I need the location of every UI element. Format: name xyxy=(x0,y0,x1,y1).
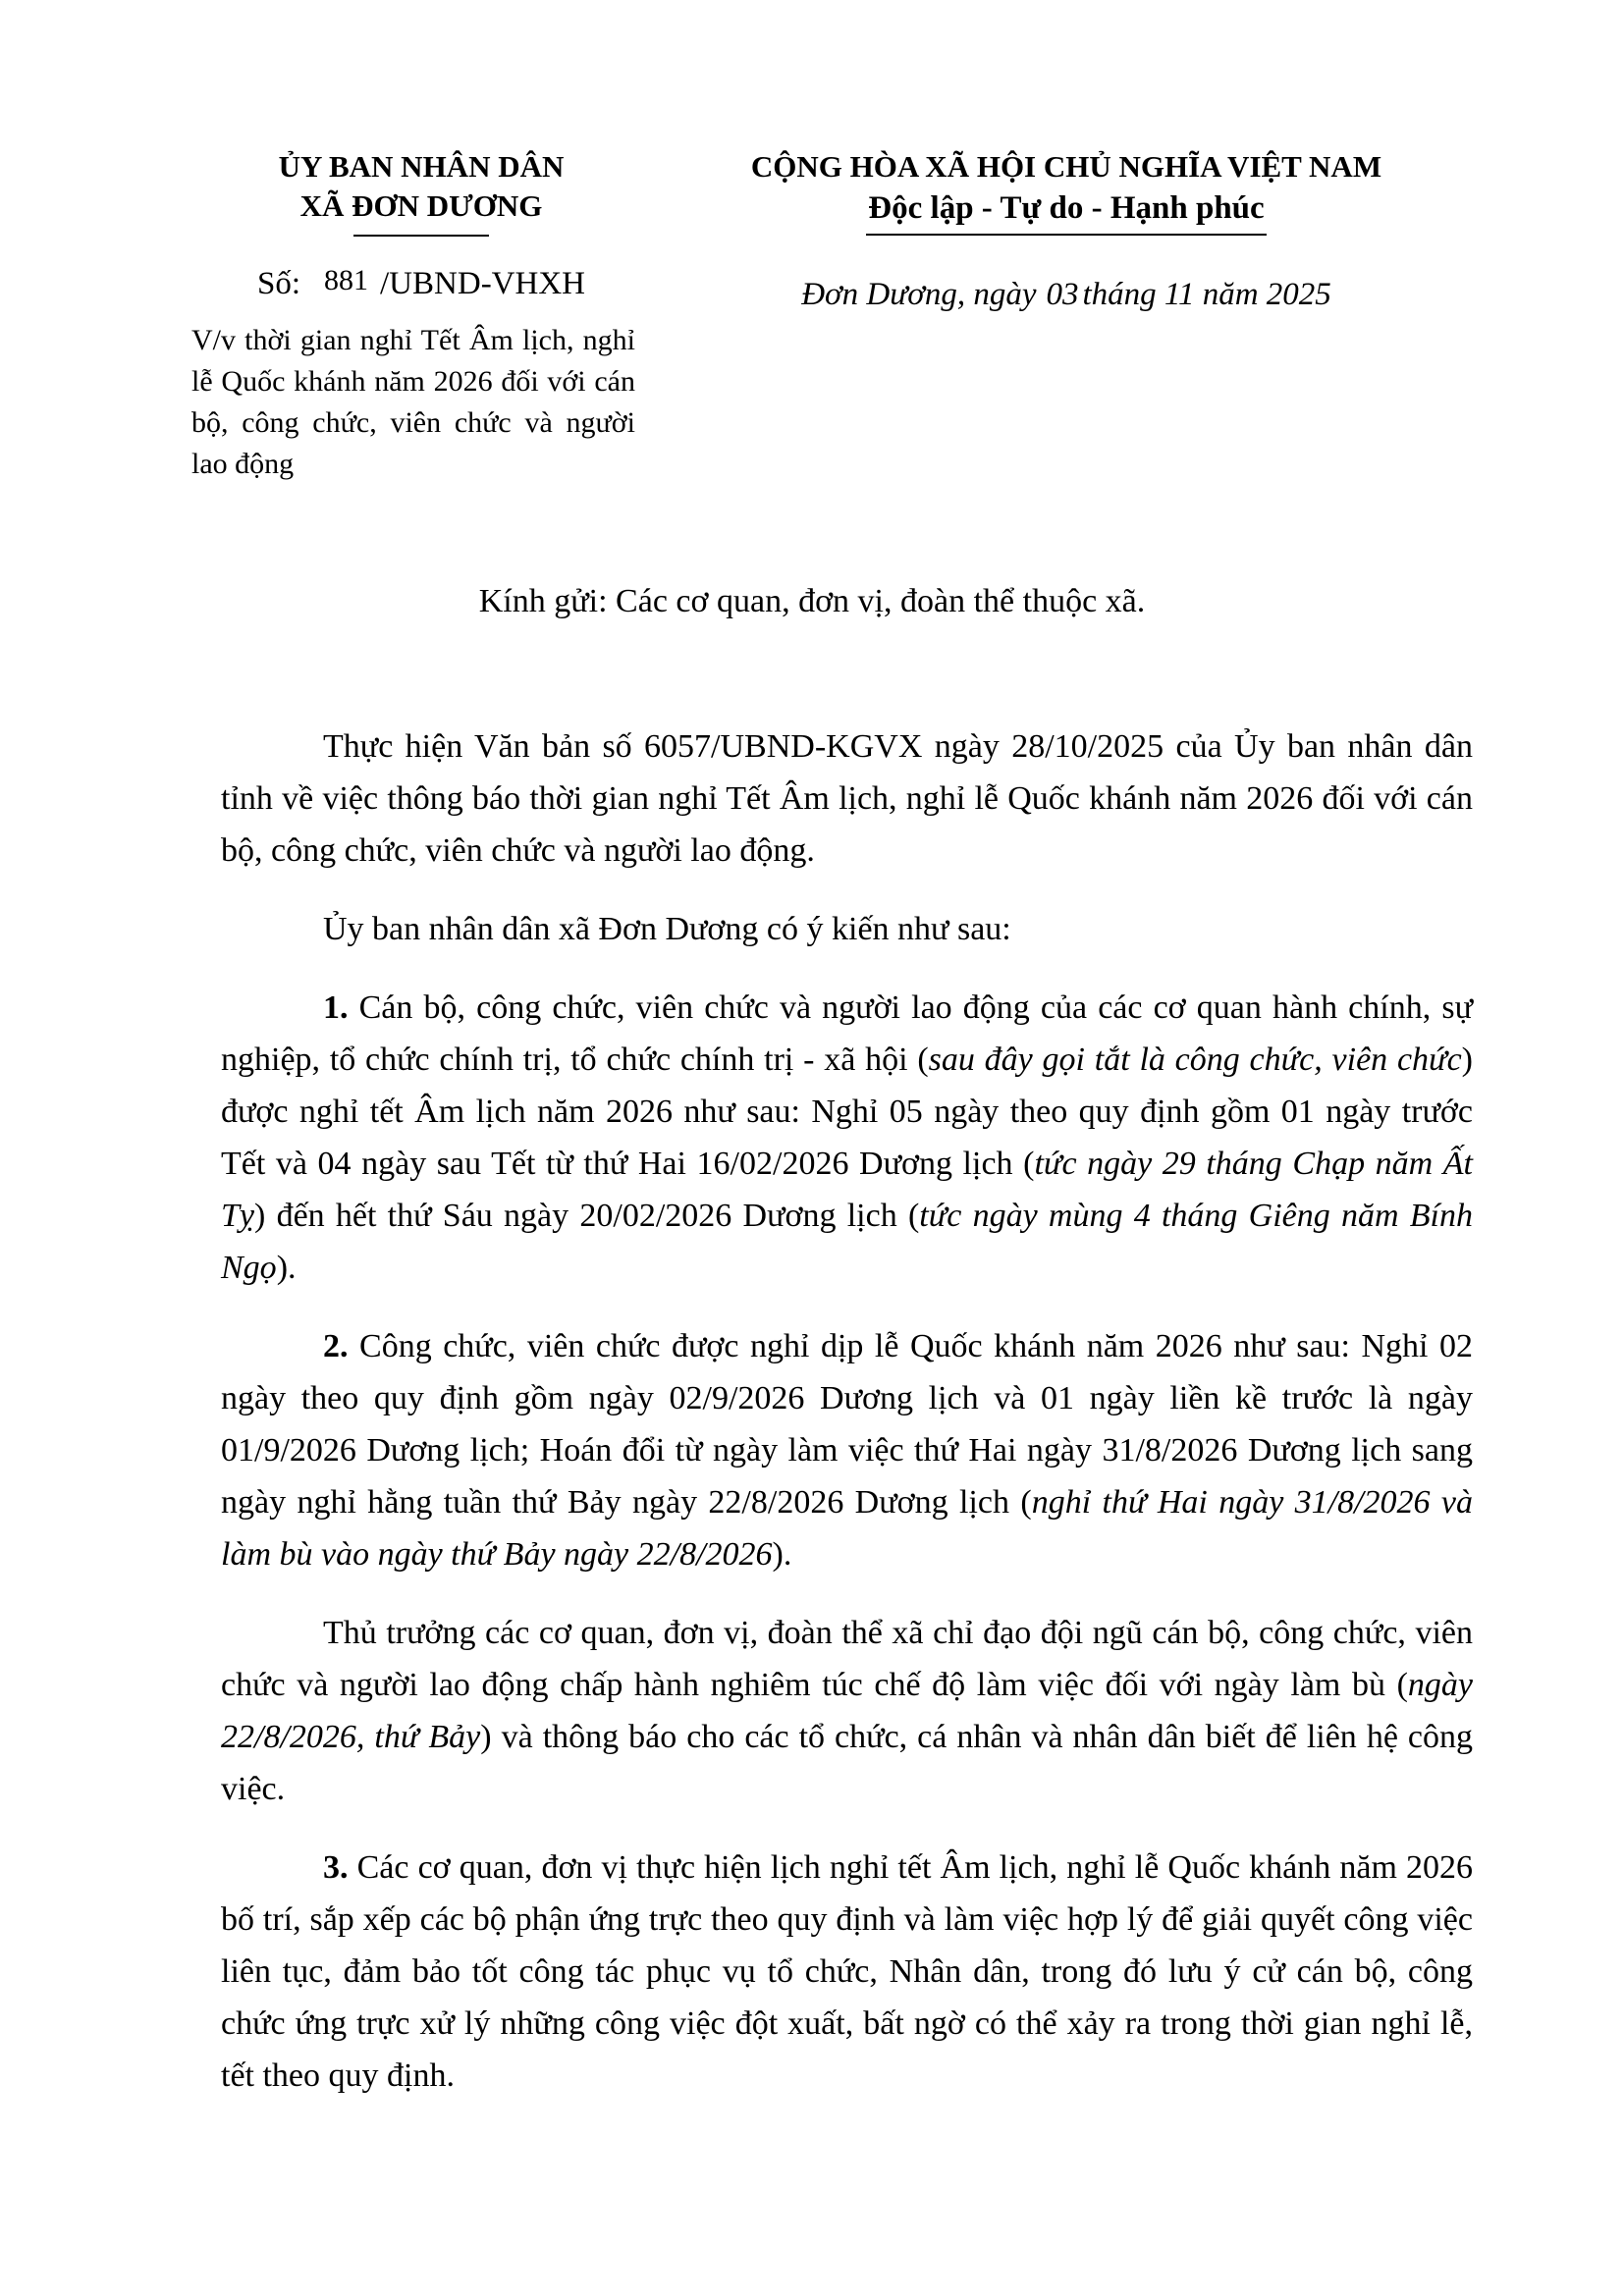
document-number-value: 881 xyxy=(324,264,369,296)
body-paragraph: Thực hiện Văn bản số 6057/UBND-KGVX ngày 28/10/2025 của Ủy ban nhân dân tỉnh về việc thông báo thời gian nghỉ Tết Âm lịch, nghỉ lễ Quốc khánh năm 2026 đối với cán bộ, công chức, viên chức và người lao động. xyxy=(221,728,1473,869)
motto-underline xyxy=(866,234,1267,236)
body-paragraph-item-3: 3. Các cơ quan, đơn vị thực hiện lịch nghỉ tết Âm lịch, nghỉ lễ Quốc khánh năm 2026 bố trí, sắp xếp các bộ phận ứng trực theo quy định và làm việc hợp lý để giải quyết công việc liên tục, đảm bảo tốt công tác phục vụ tổ chức, Nhân dân, trong đó lưu ý cử cán bộ, công chức ứng trực xử lý những công việc đột xuất, bất ngờ có thể xảy ra trong thời gian nghỉ lễ, tết theo quy định. xyxy=(221,1849,1473,2094)
document-number-label: Số: xyxy=(256,266,301,301)
issuer-block xyxy=(191,147,651,485)
issuer-name-line2: XÃ ĐƠN DƯƠNG xyxy=(299,188,543,223)
issuer-name-line1: ỦY BAN NHÂN DÂN xyxy=(278,149,565,184)
body-paragraph-item-2: 2. Công chức, viên chức được nghỉ dịp lễ Quốc khánh năm 2026 như sau: Nghỉ 02 ngày theo quy định gồm ngày 02/9/2026 Dương lịch và 01 ngày liền kề trước là ngày 01/9/2026 Dương lịch; Hoán đổi từ ngày làm việc thứ Hai ngày 31/8/2026 Dương lịch sang ngày nghỉ hằng tuần thứ Bảy ngày 22/8/2026 Dương lịch (nghỉ thứ Hai ngày 31/8/2026 và làm bù vào ngày thứ Bảy ngày 22/8/2026). xyxy=(221,1328,1474,1573)
issuer-underline xyxy=(353,235,489,237)
document-number-line xyxy=(191,266,651,302)
document-number-suffix: /UBND-VHXH xyxy=(380,266,586,301)
place-date-prefix: Đơn Dương, ngày xyxy=(801,277,1037,312)
document-body xyxy=(0,620,1624,2102)
body-paragraph: Thủ trưởng các cơ quan, đơn vị, đoàn thể xã chỉ đạo đội ngũ cán bộ, công chức, viên chức và người lao động chấp hành nghiêm túc chế độ làm việc đối với ngày làm bù (ngày 22/8/2026, thứ Bảy) và thông báo cho các tổ chức, cá nhân và nhân dân biết để liên hệ công việc. xyxy=(221,1615,1474,1807)
place-date-day: 03 xyxy=(1046,277,1079,312)
body-paragraph-item-1: 1. Cán bộ, công chức, viên chức và người lao động của các cơ quan hành chính, sự nghiệp, tổ chức chính trị, tổ chức chính trị - xã hội (sau đây gọi tắt là công chức, viên chức) được nghỉ tết Âm lịch năm 2026 như sau: Nghỉ 05 ngày theo quy định gồm 01 ngày trước Tết và 04 ngày sau Tết từ thứ Hai 16/02/2026 Dương lịch (tức ngày 29 tháng Chạp năm Ất Tỵ) đến hết thứ Sáu ngày 20/02/2026 Dương lịch (tức ngày mùng 4 tháng Giêng năm Bính Ngọ). xyxy=(221,989,1473,1286)
national-motto: Độc lập - Tự do - Hạnh phúc xyxy=(868,190,1265,226)
place-date-line xyxy=(651,277,1482,313)
place-date-rest: tháng 11 năm 2025 xyxy=(1082,277,1331,312)
body-paragraph: Ủy ban nhân dân xã Đơn Dương có ý kiến như sau: xyxy=(323,911,1011,947)
national-header-block xyxy=(651,147,1482,313)
document-header xyxy=(0,0,1624,485)
recipient-line: Kính gửi: Các cơ quan, đơn vị, đoàn thể thuộc xã. xyxy=(478,583,1146,619)
national-title: CỘNG HÒA XÃ HỘI CHỦ NGHĨA VIỆT NAM xyxy=(750,149,1382,184)
document-subject: V/v thời gian nghỉ Tết Âm lịch, nghỉ lễ Quốc khánh năm 2026 đối với cán bộ, công chức, viên chức và người lao động xyxy=(191,324,635,480)
